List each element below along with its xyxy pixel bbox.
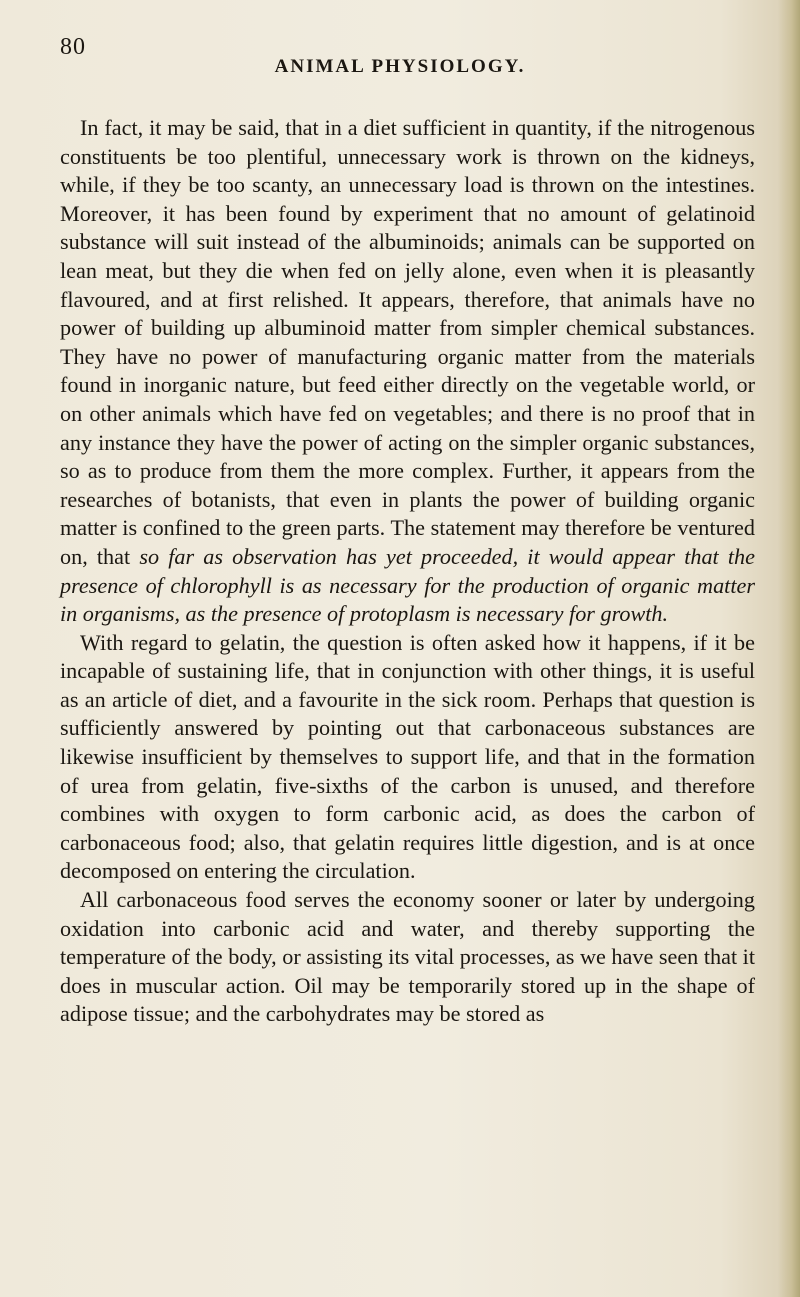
running-title: ANIMAL PHYSIOLOGY. (274, 56, 526, 77)
paragraph-1-text: In fact, it may be said, that in a diet sufficient in quantity, if the nitrogenous constituents be too plentiful, unnecessary work is thrown on the kidneys, while, if they be too scanty, an unnecessary load is thrown on the intestines. Moreover, it has been found by experiment that no amount of gelatinoid substance will suit instead of the albuminoids; animals can be supported on lean meat, but they die when fed on jelly alone, even when it is pleasantly flavoured, and at first relished. It appears, therefore, that animals have no power of building up albuminoid matter from simpler chemical substances. They have no power of manufacturing organic matter from the materials found in inorganic nature, but feed either directly on the vegetable world, or on other animals which have fed on vegetables; and there is no proof that in any instance they have the power of acting on the simpler organic substances, so as to produce from them the more complex. Further, it appears from the researches of botanists, that even in plants the power of building organic matter is confined to the green parts. The statement may therefore be ventured on, that (60, 115, 755, 569)
body-text (60, 114, 755, 1029)
spine-shadow (778, 0, 800, 1297)
paragraph-2: With regard to gelatin, the question is often asked how it happens, if it be incapable of sustaining life, that in conjunction with other things, it is useful as an article of diet, and a favourite in the sick room. Perhaps that question is sufficiently answered by pointing out that carbonaceous substances are likewise insufficient by themselves to support life, and that in the formation of urea from gelatin, five-sixths of the carbon is unused, and therefore combines with oxygen to form carbonic acid, as does the carbon of carbonaceous food; also, that gelatin requires little digestion, and is at once decomposed on entering the circulation. (60, 629, 755, 884)
paragraph-1-emphasis: so far as observation has yet proceeded, it would appear that the presence of chlorophyll is as necessary for the production of organic matter in organisms, as the presence of protoplasm is necessary for growth. (60, 543, 755, 627)
page-number: 80 (60, 34, 86, 60)
paragraph-3: All carbonaceous food serves the economy sooner or later by undergoing oxidation into carbonic acid and water, and thereby supporting the temperature of the body, or assisting its vital processes, as we have seen that it does in muscular action. Oil may be temporarily stored up in the shape of adipose tissue; and the carbohydrates may be stored as (60, 887, 755, 1027)
paragraph-1 (60, 114, 755, 629)
